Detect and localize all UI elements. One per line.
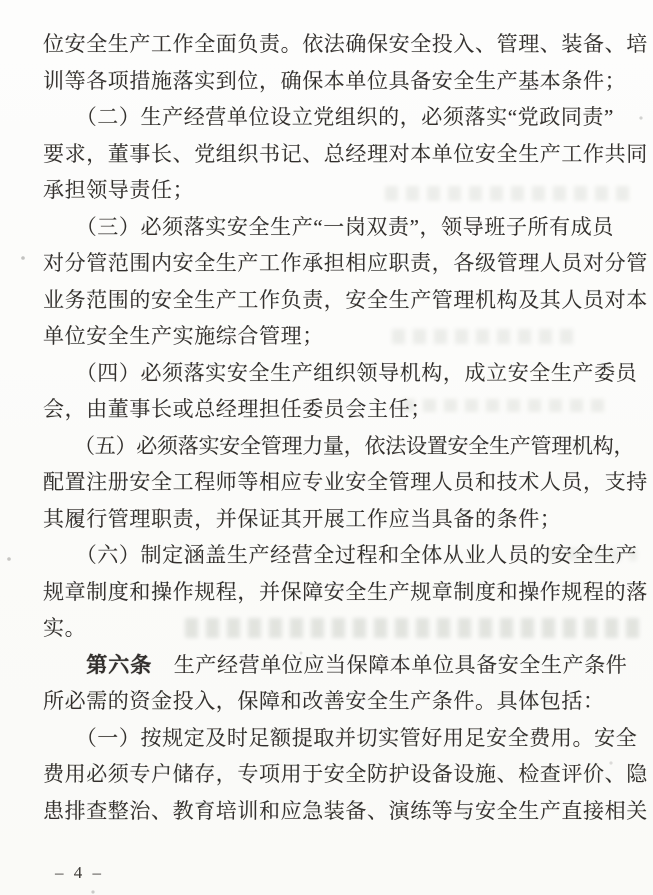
text-line-item-6: （六）制定涵盖生产经营全过程和全体从业人员的安全生产 (43, 543, 638, 567)
text-line: 要求，董事长、党组织书记、总经理对本单位安全生产工作共同 (43, 141, 648, 166)
text-line: 费用必须专户储存，专项用于安全防护设备设施、检查评价、隐 (43, 762, 648, 786)
text-line: 会，由董事长或总经理担任委员会主任； (43, 397, 432, 421)
text-line-item-2: （二）生产经营单位设立党组织的，必须落实“党政同责” (43, 105, 614, 129)
article-number: 第六条 (86, 653, 153, 677)
text-line: 规章制度和操作规程，并保障安全生产规章制度和操作规程的落 (43, 579, 648, 604)
text-line-article-6 (43, 647, 653, 684)
text-line: 其履行管理职责，并保证其开展工作应当具备的条件； (43, 506, 562, 531)
text-line-item-3: （三）必须落实安全生产“一岗双责”，领导班子所有成员 (43, 214, 614, 239)
paragraph-indent (43, 653, 86, 677)
text-line: 单位安全生产实施综合管理； (43, 324, 324, 348)
text-line-item-4: （四）必须落实安全生产组织领导机构，成立安全生产委员 (43, 360, 638, 385)
text-line: 业务范围的安全生产工作负责，安全生产管理机构及其人员对本 (43, 287, 648, 312)
text-line: 位安全生产工作全面负责。依法确保安全投入、管理、装备、培 (43, 32, 648, 56)
text-line: 配置注册安全工程师等相应专业安全管理人员和技术人员，支持 (43, 470, 648, 494)
scan-speckle-artifact (0, 0, 2, 2)
text-line: 患排查整治、教育培训和应急装备、演练等与安全生产直接相关 (43, 798, 648, 823)
text-line: 训等各项措施落实到位，确保本单位具备安全生产基本条件； (43, 68, 627, 93)
article-text: 生产经营单位应当保障本单位具备安全生产条件 (152, 652, 628, 677)
page-number: – 4 – (55, 863, 104, 882)
text-line-item-5: （五）必须落实安全管理力量，依法设置安全生产管理机构， (43, 433, 635, 458)
text-line: 实。 (43, 616, 87, 640)
text-line: 所必需的资金投入，保障和改善安全生产条件。具体包括： (43, 689, 605, 713)
text-line-item-1: （一）按规定及时足额提取并切实管好用足安全费用。安全 (43, 725, 638, 750)
document-body (43, 26, 653, 829)
text-line: 承担领导责任； (43, 178, 195, 202)
text-line: 对分管范围内安全生产工作承担相应职责，各级管理人员对分管 (43, 251, 648, 275)
